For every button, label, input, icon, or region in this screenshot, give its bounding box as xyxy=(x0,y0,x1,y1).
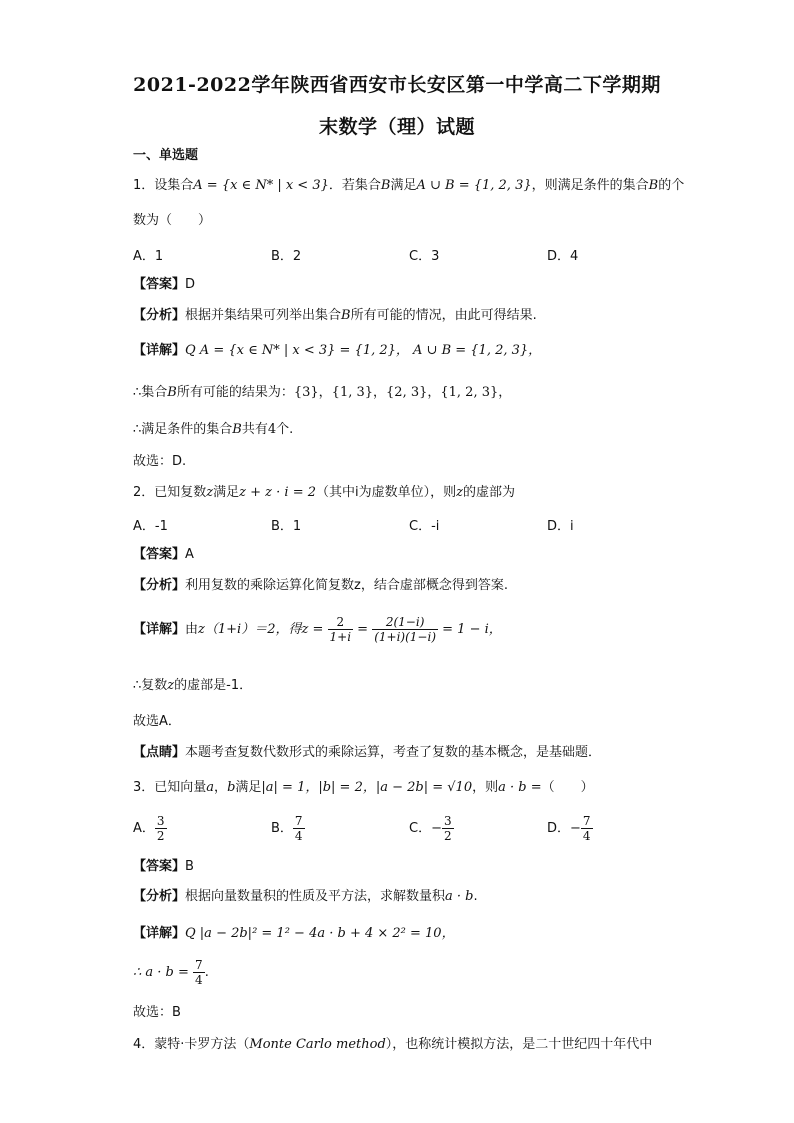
q1-detail-line-2 xyxy=(133,384,511,402)
document-title-line-1: 2021-2022学年陕西省西安市长安区第一中学高二下学期期 xyxy=(133,74,661,96)
q3-result-num: 7 xyxy=(195,958,203,972)
q1-union: A ∪ B = {1, 2, 3} xyxy=(416,178,532,193)
q3-result-den: 4 xyxy=(195,973,203,987)
q3-option-b-frac xyxy=(293,814,305,843)
q2-equals: = xyxy=(357,622,369,637)
q2-stem-eq: z + z · i = 2 xyxy=(239,485,316,500)
q3-option-a-label: A． xyxy=(133,821,155,836)
q1-line2-a: ∴集合 xyxy=(133,385,168,400)
q1-option-b: B．2 xyxy=(271,249,302,264)
q2-conclusion-z: z xyxy=(167,678,175,693)
q3-condition: |a| = 1，|b| = 2，|a − 2b| = √10 xyxy=(261,780,473,795)
q3-option-c-den: 2 xyxy=(443,829,452,843)
q2-stem-b: 满足 xyxy=(213,485,240,500)
q2-fraction-1-den: 1+i xyxy=(329,630,352,644)
q1-line2-set: B xyxy=(167,385,177,400)
q1-analysis-a: 根据并集结果可列举出集合 xyxy=(185,308,342,323)
q3-option-b-label: B． xyxy=(271,821,293,836)
q2-comment-tag: 【点睛】 xyxy=(133,745,186,760)
q1-stem-c: 满足 xyxy=(390,178,417,193)
q1-answer xyxy=(133,276,195,294)
q3-option-c-label: C． xyxy=(409,821,432,836)
q3-option-b xyxy=(271,814,305,843)
q1-set-a: A = {x ∈ N* | x < 3} xyxy=(193,178,329,193)
q2-answer-tag: 【答案】 xyxy=(133,547,186,562)
q2-stem-z-2: z xyxy=(456,485,463,500)
q1-analysis-set: B xyxy=(341,308,351,323)
q2-fraction-1 xyxy=(328,615,354,644)
q2-result: = 1 − i， xyxy=(442,622,502,637)
q1-line3-set: B xyxy=(232,422,242,437)
q2-stem-z: z xyxy=(206,485,214,500)
q3-option-b-den: 4 xyxy=(294,829,303,843)
q4-stem-b: ），也称统计模拟方法，是二十世纪四十年代中 xyxy=(385,1037,653,1052)
q4-stem xyxy=(133,1036,652,1054)
q3-answer xyxy=(133,858,194,876)
q2-answer xyxy=(133,546,194,564)
q3-stem xyxy=(133,779,594,797)
q1-analysis-tag: 【分析】 xyxy=(133,308,186,323)
q3-stem-a: 3．已知向量 xyxy=(133,780,207,795)
q2-analysis xyxy=(133,577,508,595)
q2-stem-c: （其中i为虚数单位），则 xyxy=(316,485,457,500)
q1-detail xyxy=(133,342,541,360)
q3-option-d-sign: − xyxy=(570,821,581,836)
q2-analysis-tag: 【分析】 xyxy=(133,578,186,593)
q3-option-d-label: D． xyxy=(547,821,571,836)
q3-sep: ， xyxy=(214,780,228,795)
q3-result-frac xyxy=(193,958,205,987)
q3-dot: a · b = xyxy=(498,780,542,795)
q3-option-a-den: 2 xyxy=(156,829,165,843)
q1-line3-c: 个. xyxy=(276,422,294,437)
q1-option-a: A．1 xyxy=(133,249,164,264)
q4-stem-en: Monte Carlo method xyxy=(249,1037,386,1052)
q2-stem xyxy=(133,484,515,502)
q1-set-b: B xyxy=(380,178,391,193)
q1-stem-line-2: 数为（ ） xyxy=(133,213,212,228)
q3-vec-b: b xyxy=(227,780,236,795)
q3-option-a-num: 3 xyxy=(156,814,165,828)
q3-stem-b: 满足 xyxy=(235,780,262,795)
q3-analysis-dot: a · b xyxy=(445,889,474,904)
q1-stem-e: 的个 xyxy=(658,178,685,193)
q2-option-a: A．-1 xyxy=(133,519,168,534)
q2-option-c: C．-i xyxy=(409,519,440,534)
q3-choice: 故选：B xyxy=(133,1005,181,1020)
q2-analysis-text: 利用复数的乘除运算化简复数z，结合虚部概念得到答案. xyxy=(185,578,508,593)
q3-option-a-frac xyxy=(155,814,167,843)
q2-detail-tag: 【详解】 xyxy=(133,622,186,637)
q3-analysis-tag: 【分析】 xyxy=(133,889,186,904)
q4-stem-a: 4．蒙特·卡罗方法（ xyxy=(133,1037,250,1052)
q1-line2-sets: {3}，{1, 3}，{2, 3}，{1, 2, 3}， xyxy=(293,385,512,400)
q1-line3-num: 4 xyxy=(267,422,277,437)
q1-answer-tag: 【答案】 xyxy=(133,277,186,292)
q3-option-d-den: 4 xyxy=(582,829,591,843)
q2-conclusion-a: ∴复数 xyxy=(133,678,168,693)
q3-option-b-num: 7 xyxy=(294,814,303,828)
q2-detail-eq1: z（1+i）＝2，得 xyxy=(198,622,302,637)
q1-choice: 故选：D. xyxy=(133,454,187,469)
q3-option-c-frac xyxy=(442,814,454,843)
q2-answer-value: A xyxy=(185,547,194,562)
q3-stem-c: ，则 xyxy=(472,780,499,795)
q3-option-d-num: 7 xyxy=(582,814,591,828)
q1-answer-value: D xyxy=(185,277,196,292)
q3-analysis xyxy=(133,888,478,906)
q3-result-end: . xyxy=(204,965,209,980)
q2-comment-text: 本题考查复数代数形式的乘除运算，考查了复数的基本概念，是基础题． xyxy=(185,745,602,760)
q2-conclusion xyxy=(133,677,252,695)
q2-stem-a: 2．已知复数 xyxy=(133,485,207,500)
q1-detail-line-3 xyxy=(133,421,293,439)
q3-answer-tag: 【答案】 xyxy=(133,859,186,874)
q2-choice: 故选A． xyxy=(133,714,181,729)
q2-conclusion-b: 的虚部是-1． xyxy=(174,678,253,693)
q1-stem-line-1 xyxy=(133,177,684,195)
q2-comment xyxy=(133,744,601,762)
q2-detail xyxy=(133,613,502,647)
q2-fraction-2-den: (1+i)(1−i) xyxy=(374,630,436,644)
q3-option-c-num: 3 xyxy=(443,814,452,828)
q1-analysis xyxy=(133,307,537,325)
q1-set-b-2: B xyxy=(648,178,659,193)
q1-detail-tag: 【详解】 xyxy=(133,343,186,358)
q3-detail xyxy=(133,925,455,943)
q1-analysis-b: 所有可能的情况，由此可得结果. xyxy=(350,308,537,323)
q1-detail-math: Q A = {x ∈ N* | x < 3} = {1, 2}， A ∪ B = {1, 2, 3}， xyxy=(185,343,542,358)
q1-line2-b: 所有可能的结果为： xyxy=(176,385,294,400)
q1-line3-b: 共有 xyxy=(241,422,268,437)
q3-vec-a: a xyxy=(206,780,215,795)
q1-line3-a: ∴满足条件的集合 xyxy=(133,422,233,437)
q3-option-c-sign: − xyxy=(431,821,442,836)
q3-detail-tag: 【详解】 xyxy=(133,926,186,941)
q2-option-b: B．1 xyxy=(271,519,302,534)
q2-fraction-1-num: 2 xyxy=(328,615,354,630)
q3-answer-value: B xyxy=(185,859,194,874)
q3-result-a: ∴ a · b = xyxy=(133,965,189,980)
q3-option-d xyxy=(547,814,593,843)
q3-option-d-frac xyxy=(581,814,593,843)
q3-stem-d: （ ） xyxy=(541,780,594,795)
q1-option-c: C．3 xyxy=(409,249,440,264)
q3-option-c xyxy=(409,814,454,843)
q3-option-a xyxy=(133,814,167,843)
section-heading: 一、单选题 xyxy=(133,148,199,163)
q3-detail-math: Q |a − 2b|² = 1² − 4a · b + 4 × 2² = 10， xyxy=(185,926,455,941)
q1-stem-a: 1．设集合 xyxy=(133,178,194,193)
q3-result xyxy=(133,958,209,988)
q2-detail-a: 由 xyxy=(185,622,199,637)
q3-analysis-text: 根据向量数量积的性质及平方法，求解数量积 xyxy=(185,889,446,904)
q3-analysis-end: . xyxy=(473,889,478,904)
q2-fraction-2 xyxy=(372,615,438,644)
q2-stem-d: 的虚部为 xyxy=(462,485,515,500)
q2-fraction-2-num: 2(1−i) xyxy=(372,615,438,630)
q1-stem-d: ，则满足条件的集合 xyxy=(531,178,649,193)
q2-detail-z: z = xyxy=(301,622,324,637)
q1-stem-b: ．若集合 xyxy=(328,178,381,193)
q2-option-d: D．i xyxy=(547,519,574,534)
q1-option-d: D．4 xyxy=(547,249,579,264)
document-title-line-2: 末数学（理）试题 xyxy=(318,116,475,138)
